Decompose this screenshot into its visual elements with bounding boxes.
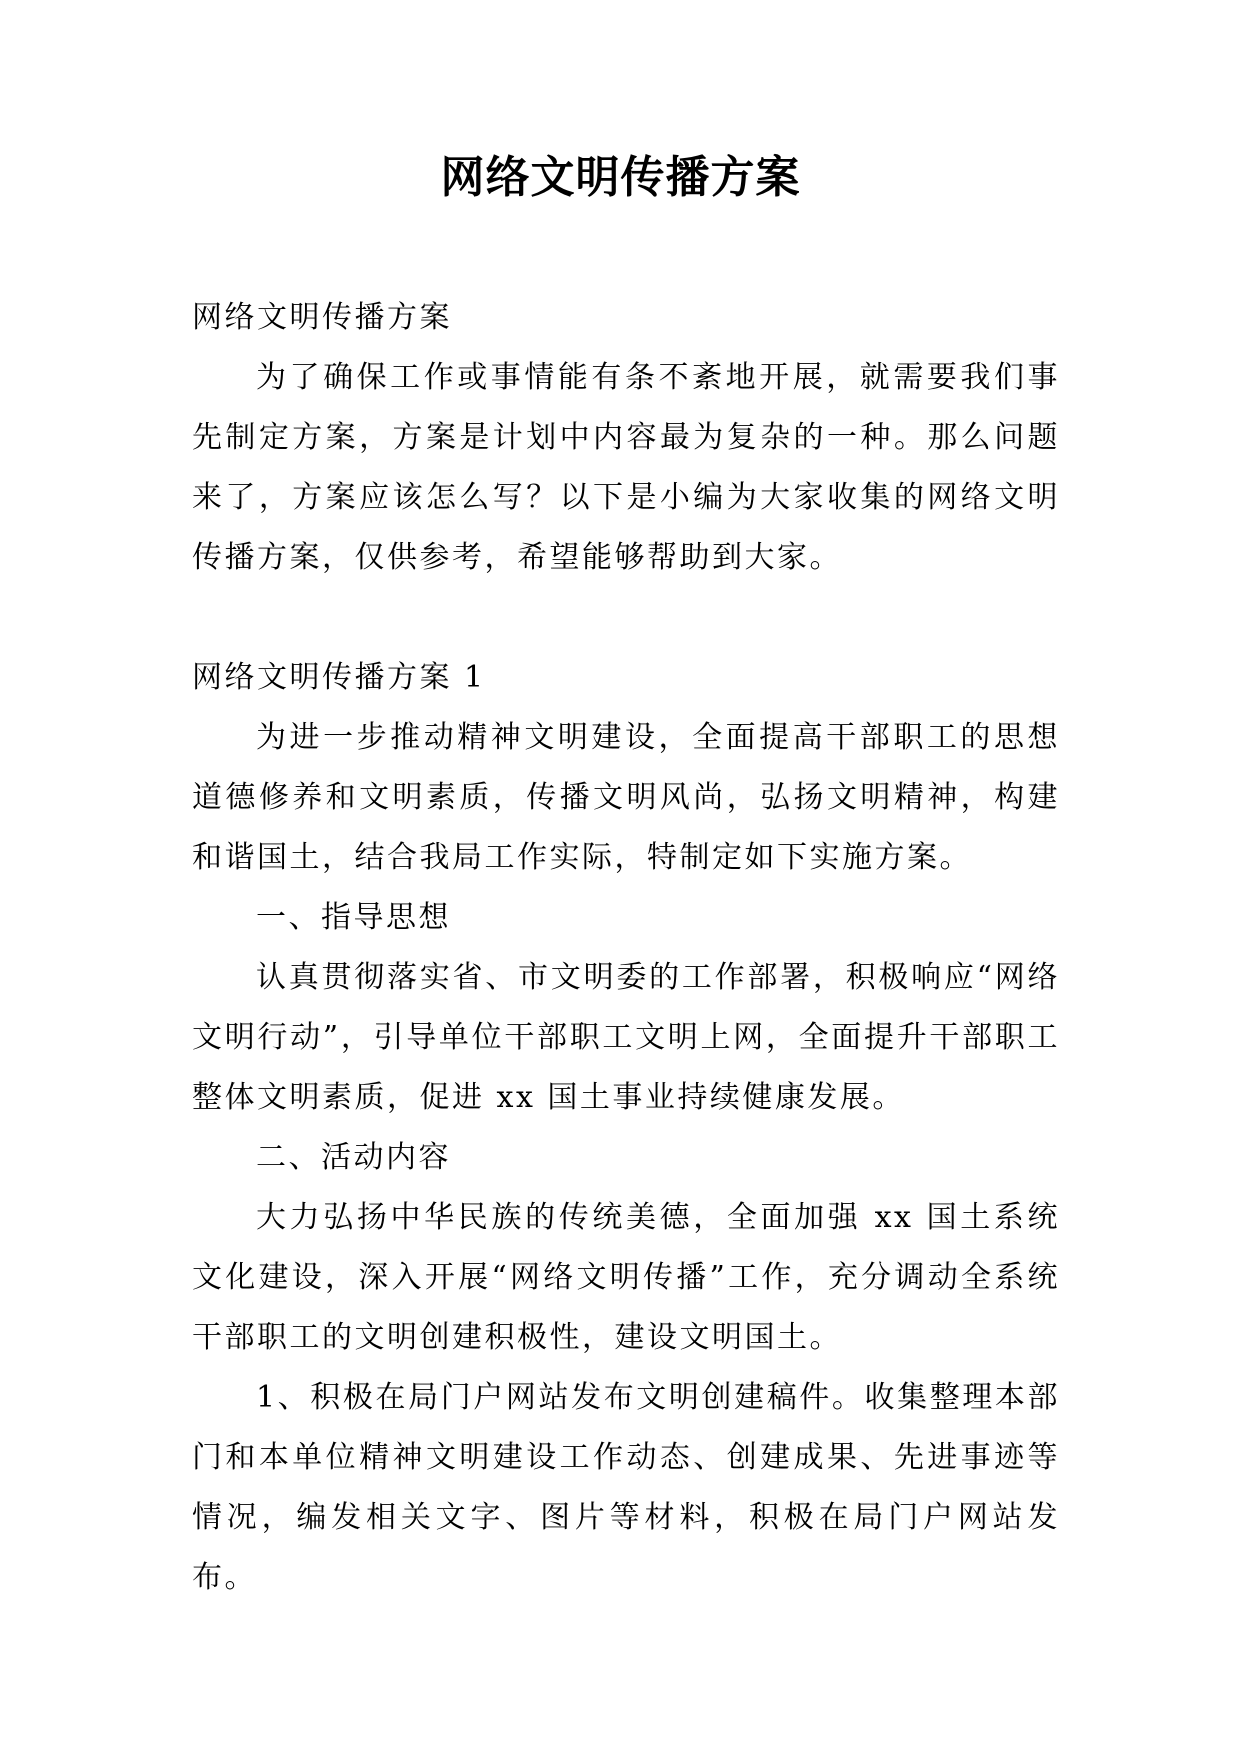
intro-paragraph: 为了确保工作或事情能有条不紊地开展，就需要我们事先制定方案，方案是计划中内容最为复杂的一种。那么问题来了，方案应该怎么写？以下是小编为大家收集的网络文明传播方案，仅供参考，希望能够帮助到大家。 [192, 360, 1060, 575]
body-paragraph: 大力弘扬中华民族的传统美德，全面加强 xx 国土系统文化建设，深入开展“网络文明传播”工作，充分调动全系统干部职工的文明创建积极性，建设文明国土。 [192, 1200, 1060, 1355]
body-paragraph: 认真贯彻落实省、市文明委的工作部署，积极响应“网络文明行动”，引导单位干部职工文明上网，全面提升干部职工整体文明素质，促进 xx 国土事业持续健康发展。 [192, 960, 1060, 1115]
section-heading: 网络文明传播方案 1 [192, 660, 486, 695]
document-title: 网络文明传播方案 [440, 152, 801, 203]
subsection-heading: 二、活动内容 [256, 1140, 451, 1175]
document-body [192, 288, 1060, 1608]
body-paragraph: 1、积极在局门户网站发布文明创建稿件。收集整理本部门和本单位精神文明建设工作动态、创建成果、先进事迹等情况，编发相关文字、图片等材料，积极在局门户网站发布。 [192, 1380, 1060, 1595]
body-paragraph: 为进一步推动精神文明建设，全面提高干部职工的思想道德修养和文明素质，传播文明风尚，弘扬文明精神，构建和谐国土，结合我局工作实际，特制定如下实施方案。 [192, 720, 1060, 875]
section-heading: 网络文明传播方案 [192, 300, 452, 335]
subsection-heading: 一、指导思想 [256, 900, 451, 935]
